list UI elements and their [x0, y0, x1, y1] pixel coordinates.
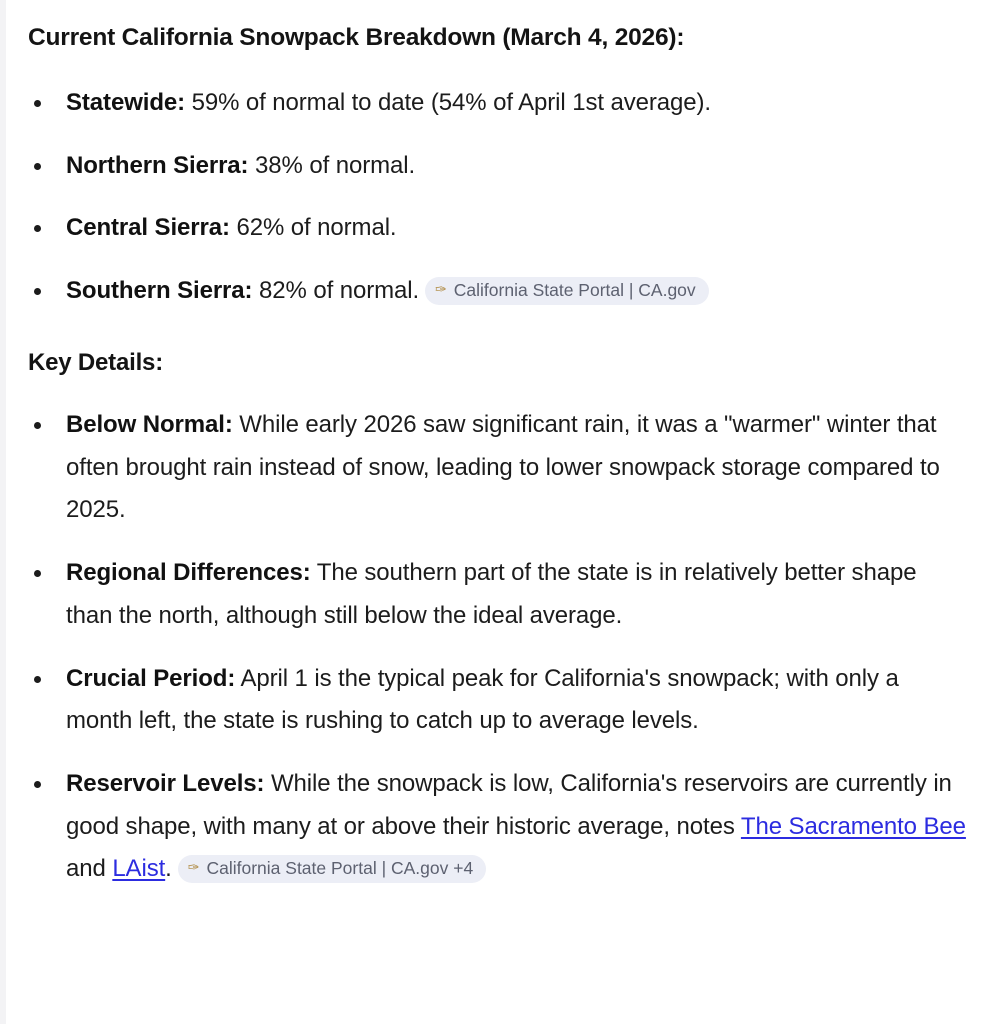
list-item-lead: Southern Sierra: [66, 277, 253, 304]
list-item-reservoir [28, 763, 966, 891]
page-title: Current California Snowpack Breakdown (March 4, 2026): [28, 24, 685, 51]
link-laist[interactable]: LAist [112, 855, 166, 883]
list-item-text-after: . [165, 855, 172, 883]
key-details-list [28, 404, 966, 891]
list-item-lead: Northern Sierra: [66, 151, 249, 179]
list-item-text: 59% of normal to date (54% of April 1st average). [185, 88, 711, 116]
list-item-text: While the snowpack is low, California's reservoirs are currently in good shape, with many at or above their historic average, notes [66, 769, 952, 840]
citation-label: California State Portal | CA.gov [453, 279, 696, 300]
quill-icon: ✑ [187, 859, 200, 876]
list-item [28, 82, 966, 125]
list-item-text: 82% of normal. [252, 277, 420, 304]
snowpack-breakdown-list [28, 82, 966, 313]
list-item-text: April 1 is the typical peak for California's snowpack; with only a month left, the state is rushing to catch up to average levels. [66, 664, 899, 735]
page-left-edge [0, 0, 6, 1024]
quill-icon: ✑ [435, 281, 447, 297]
list-item-lead: Regional Differences: [66, 559, 311, 587]
list-item-lead: Central Sierra: [66, 214, 230, 242]
citation-chip[interactable] [425, 277, 709, 305]
list-item [28, 207, 966, 250]
list-item-text-between: and [66, 855, 113, 883]
list-item [28, 270, 966, 313]
link-sacramento-bee[interactable]: The Sacramento Bee [740, 812, 966, 840]
list-item-lead: Reservoir Levels: [66, 769, 265, 797]
key-details-heading: Key Details: [28, 348, 163, 376]
citation-chip[interactable] [178, 855, 486, 883]
citation-label: California State Portal | CA.gov +4 [206, 858, 474, 879]
list-item [28, 145, 966, 188]
list-item-lead: Below Normal: [66, 410, 233, 438]
list-item-text: The southern part of the state is in relatively better shape than the north, although still below the ideal average. [66, 559, 917, 629]
list-item [28, 658, 966, 743]
list-item-lead: Statewide: [66, 88, 186, 116]
list-item [28, 552, 966, 637]
list-item-text: 38% of normal. [248, 151, 416, 179]
list-item-lead: Crucial Period: [66, 664, 236, 692]
list-item-text: While early 2026 saw significant rain, it was a "warmer" winter that often brought rain instead of snow, leading to lower snowpack storage compared to 2025. [66, 410, 940, 524]
list-item-text: 62% of normal. [229, 214, 397, 242]
list-item [28, 404, 966, 532]
